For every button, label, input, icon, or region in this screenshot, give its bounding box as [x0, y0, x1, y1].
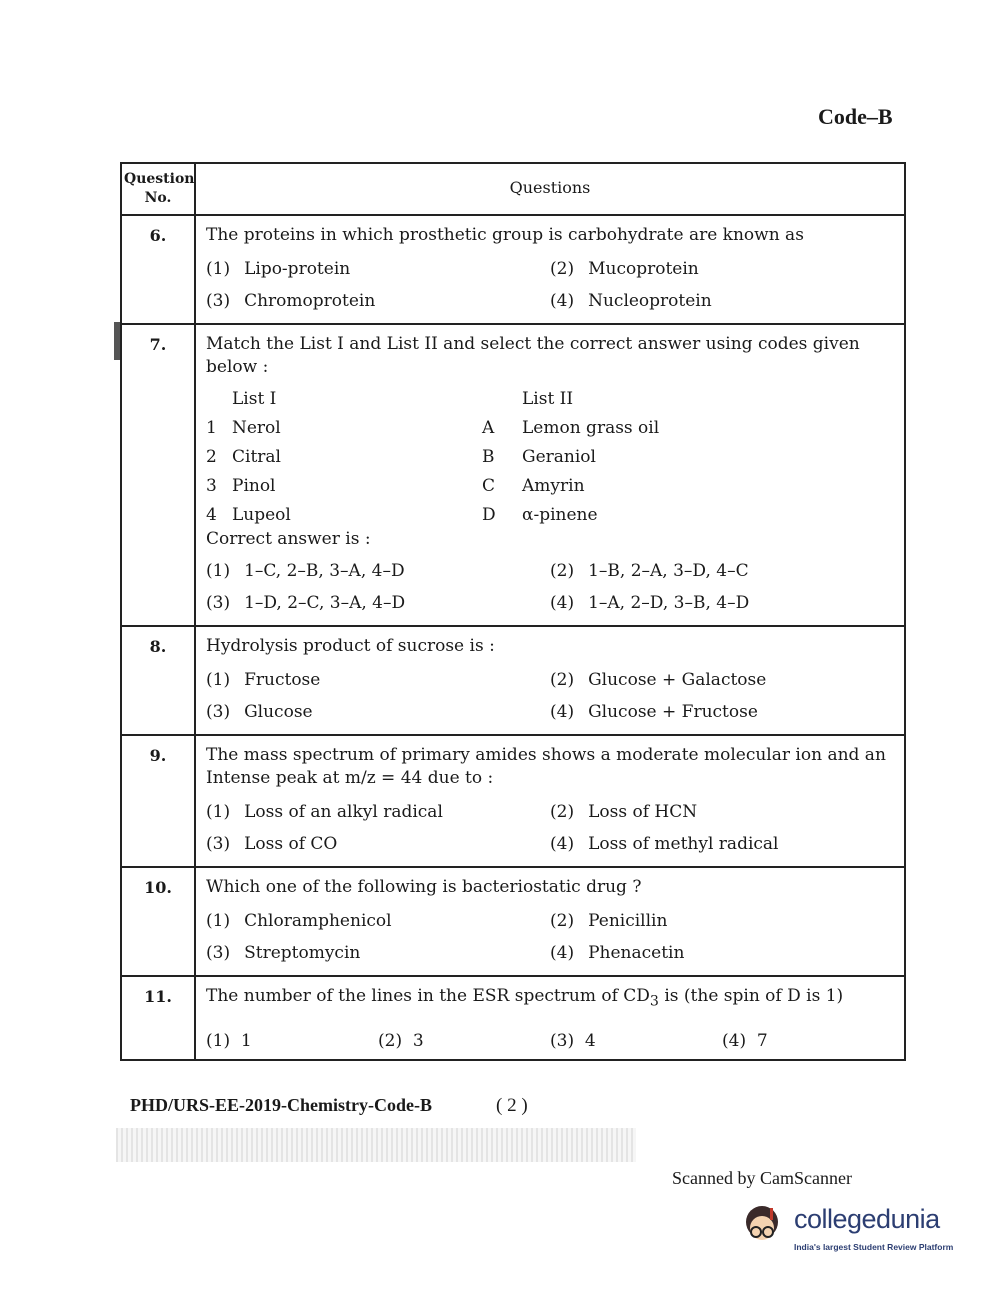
option: (4) Nucleoprotein — [550, 291, 712, 311]
list-key: C — [482, 476, 496, 496]
list-key: 1 — [206, 418, 217, 438]
question-number: 9. — [121, 735, 195, 867]
options-grid — [196, 551, 904, 625]
option: (1) 1–C, 2–B, 3–A, 4–D — [206, 561, 405, 581]
option: (2) Penicillin — [550, 911, 668, 931]
options-grid — [196, 249, 904, 323]
question-number: 11. — [121, 976, 195, 1060]
question-number: 6. — [121, 215, 195, 324]
question-body — [195, 324, 905, 626]
list-value: Nerol — [232, 418, 281, 438]
list-key: 4 — [206, 505, 217, 525]
list-value: Pinol — [232, 476, 276, 496]
question-stem: Hydrolysis product of sucrose is : — [206, 636, 495, 656]
option: (3) 1–D, 2–C, 3–A, 4–D — [206, 593, 406, 613]
option: (1) Loss of an alkyl radical — [206, 802, 443, 822]
question-row — [121, 324, 905, 626]
question-row — [121, 976, 905, 1060]
option: (2) Loss of HCN — [550, 802, 698, 822]
question-body — [195, 976, 905, 1060]
collegedunia-logo — [736, 1198, 966, 1258]
question-row — [121, 735, 905, 867]
table-header-row — [121, 163, 905, 215]
list-value: Lupeol — [232, 505, 291, 525]
option: (4) Phenacetin — [550, 943, 685, 963]
question-body — [195, 626, 905, 735]
question-table — [120, 162, 906, 1061]
header-questions: Questions — [195, 163, 905, 215]
list-key: B — [482, 447, 495, 467]
question-row — [121, 215, 905, 324]
list-key: 3 — [206, 476, 217, 496]
paper-code-label: Code–B — [818, 104, 893, 129]
question-body — [195, 215, 905, 324]
list-value: α-pinene — [522, 505, 598, 525]
question-number: 7. — [121, 324, 195, 626]
option: (3) 4 — [550, 1031, 596, 1052]
correct-answer-label: Correct answer is : — [206, 529, 371, 549]
page-number: ( 2 ) — [496, 1095, 528, 1116]
options-row — [196, 1015, 904, 1059]
options-grid — [196, 901, 904, 975]
option: (2) Mucoprotein — [550, 259, 699, 279]
question-stem: Match the List I and List II and select the correct answer using codes given below : — [206, 334, 860, 377]
option: (3) Chromoprotein — [206, 291, 376, 311]
option: (2) Glucose + Galactose — [550, 670, 767, 690]
list-key: D — [482, 505, 496, 525]
option: (4) Glucose + Fructose — [550, 702, 758, 722]
mascot-icon — [736, 1198, 792, 1258]
option: (2) 1–B, 2–A, 3–D, 4–C — [550, 561, 749, 581]
question-stem: Which one of the following is bacteriostatic drug ? — [206, 877, 642, 897]
options-grid — [196, 660, 904, 734]
logo-tagline: India's largest Student Review Platform — [794, 1242, 954, 1252]
option: (1) Lipo-protein — [206, 259, 351, 279]
list-value: Amyrin — [522, 476, 585, 496]
question-body — [195, 735, 905, 867]
question-stem: The proteins in which prosthetic group is carbohydrate are known as — [206, 225, 804, 245]
question-number: 10. — [121, 867, 195, 976]
logo-text: collegedunia — [794, 1204, 940, 1234]
match-lists — [196, 381, 904, 529]
list-value: Citral — [232, 447, 281, 467]
option: (3) Glucose — [206, 702, 313, 722]
list-key: 2 — [206, 447, 217, 467]
option: (4) Loss of methyl radical — [550, 834, 779, 854]
question-row — [121, 867, 905, 976]
question-stem: The mass spectrum of primary amides shows a moderate molecular ion and an Intense peak at m/z = 44 due to : — [206, 745, 886, 788]
header-question-no: Question No. — [121, 163, 195, 215]
footer-paper-code: PHD/URS-EE-2019-Chemistry-Code-B — [130, 1095, 432, 1115]
option: (4) 1–A, 2–D, 3–B, 4–D — [550, 593, 750, 613]
question-body — [195, 867, 905, 976]
option: (3) Streptomycin — [206, 943, 361, 963]
list-key: A — [482, 418, 495, 438]
list-value: Lemon grass oil — [522, 418, 660, 438]
option: (1) 1 — [206, 1031, 252, 1052]
option: (1) Chloramphenicol — [206, 911, 392, 931]
option: (3) Loss of CO — [206, 834, 338, 854]
option: (1) Fructose — [206, 670, 321, 690]
option: (2) 3 — [378, 1031, 424, 1052]
list1-title: List I — [232, 389, 277, 409]
list2-title: List II — [522, 389, 574, 409]
question-stem: The number of the lines in the ESR spectrum of $CD_3$ is (the spin of D is 1) — [206, 986, 844, 1010]
options-grid — [196, 792, 904, 866]
question-number: 8. — [121, 626, 195, 735]
option: (4) 7 — [722, 1031, 768, 1052]
scan-noise — [116, 1128, 636, 1162]
question-row — [121, 626, 905, 735]
camscanner-watermark: Scanned by CamScanner — [672, 1168, 852, 1188]
list-value: Geraniol — [522, 447, 596, 467]
